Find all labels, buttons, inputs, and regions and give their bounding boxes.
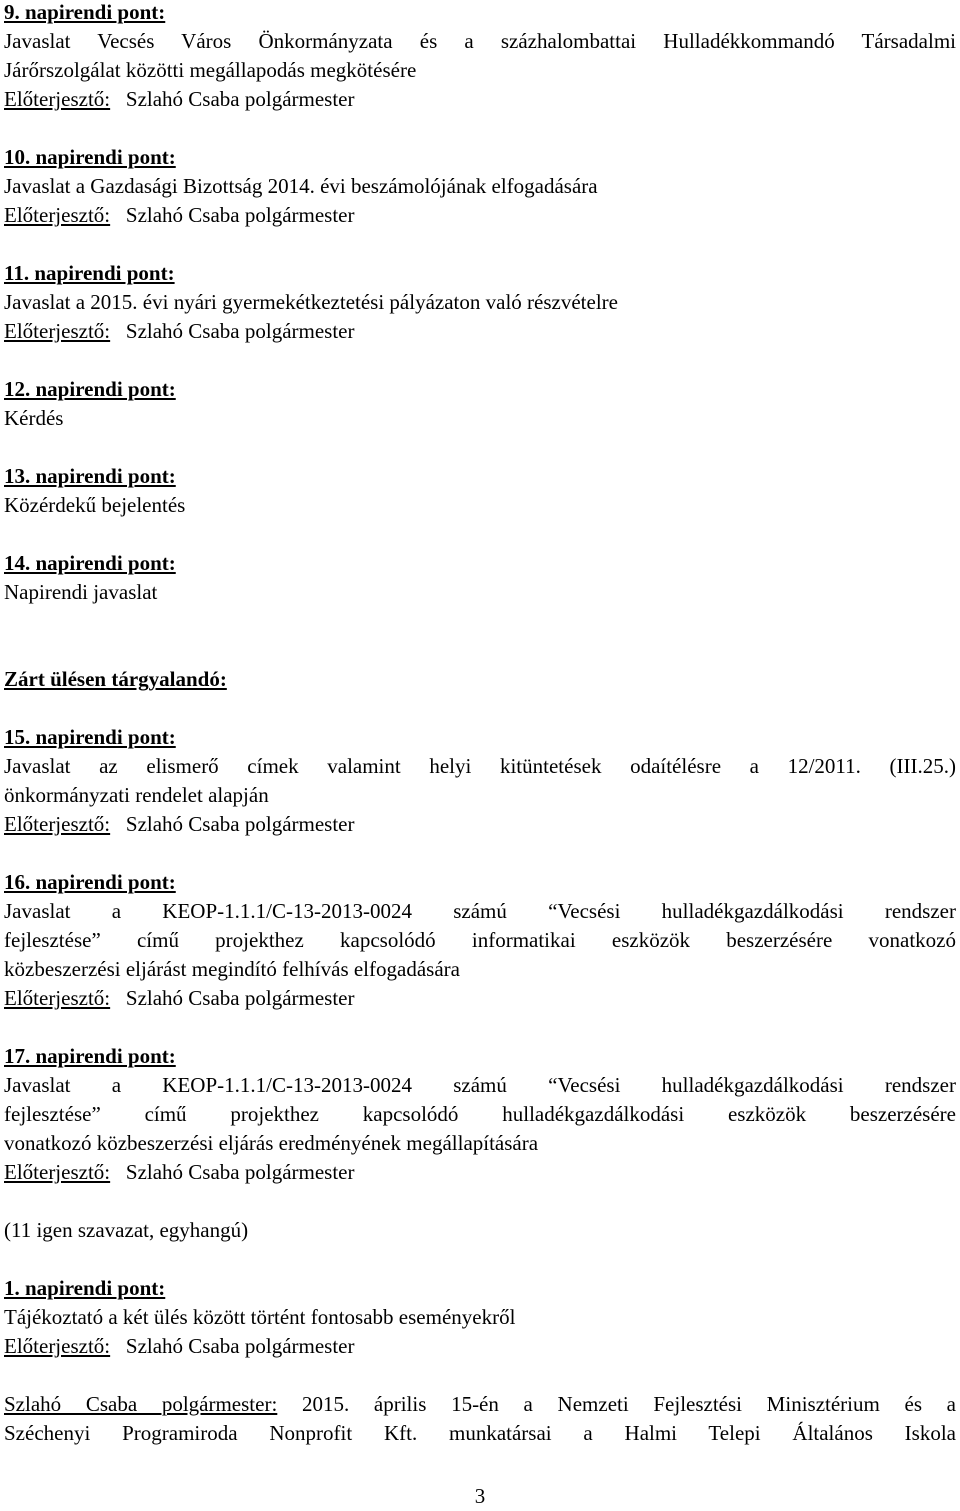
agenda-heading: 13. napirendi pont: xyxy=(4,464,176,488)
agenda-title-line: közbeszerzési eljárást megindító felhívás elfogadására xyxy=(4,957,460,981)
agenda-title-line: Javaslat a Gazdasági Bizottság 2014. évi beszámolójának elfogadására xyxy=(4,174,598,198)
speech-line: Széchenyi Programiroda Nonprofit Kft. munkatársai a Halmi Telepi Általános Iskola xyxy=(4,1421,956,1445)
agenda-title-line: Javaslat az elismerő címek valamint helyi kitüntetések odaítélésre a 12/2011. (III.25.) xyxy=(4,754,956,778)
agenda-title-line: Közérdekű bejelentés xyxy=(4,493,186,517)
page-number: 3 xyxy=(474,1484,486,1508)
agenda-heading: 16. napirendi pont: xyxy=(4,870,176,894)
speech-paragraph xyxy=(4,1390,956,1448)
presenter-line xyxy=(4,201,956,230)
presenter-name: Szlahó Csaba polgármester xyxy=(125,203,355,227)
agenda-title-line: Járőrszolgálat közötti megállapodás megkötésére xyxy=(4,58,417,82)
presenter-label: Előterjesztő: xyxy=(4,986,111,1010)
presenter-line xyxy=(4,1332,956,1361)
agenda-title-line: fejlesztése” című projekthez kapcsolódó informatikai eszközök beszerzésére vonatkozó xyxy=(4,928,956,952)
presenter-name: Szlahó Csaba polgármester xyxy=(125,1334,355,1358)
agenda-title-line: Javaslat a KEOP-1.1.1/C-13-2013-0024 számú “Vecsési hulladékgazdálkodási rendszer xyxy=(4,1073,956,1097)
agenda-heading: 11. napirendi pont: xyxy=(4,261,175,285)
presenter-label: Előterjesztő: xyxy=(4,87,111,111)
agenda-item-15 xyxy=(4,723,956,839)
presenter-line xyxy=(4,317,956,346)
agenda-title-line: Javaslat Vecsés Város Önkormányzata és a százhalombattai Hulladékkommandó Társadalmi xyxy=(4,29,956,53)
vote-result: (11 igen szavazat, egyhangú) xyxy=(4,1218,249,1242)
speaker-name: Szlahó Csaba polgármester: xyxy=(4,1392,278,1416)
presenter-name: Szlahó Csaba polgármester xyxy=(125,812,355,836)
agenda-heading: 12. napirendi pont: xyxy=(4,377,176,401)
agenda-heading: 9. napirendi pont: xyxy=(4,0,166,24)
agenda-item-13 xyxy=(4,462,956,520)
agenda-item-12 xyxy=(4,375,956,433)
agenda-heading: 10. napirendi pont: xyxy=(4,145,176,169)
presenter-line xyxy=(4,810,956,839)
agenda-title-line: fejlesztése” című projekthez kapcsolódó hulladékgazdálkodási eszközök beszerzésére xyxy=(4,1102,956,1126)
presenter-label: Előterjesztő: xyxy=(4,1160,111,1184)
agenda-heading: 1. napirendi pont: xyxy=(4,1276,166,1300)
presenter-line xyxy=(4,85,956,114)
presenter-name: Szlahó Csaba polgármester xyxy=(125,986,355,1010)
presenter-name: Szlahó Csaba polgármester xyxy=(125,1160,355,1184)
agenda-item-17 xyxy=(4,1042,956,1187)
presenter-label: Előterjesztő: xyxy=(4,203,111,227)
presenter-line xyxy=(4,984,956,1013)
presenter-name: Szlahó Csaba polgármester xyxy=(125,87,355,111)
agenda-heading: 17. napirendi pont: xyxy=(4,1044,176,1068)
presenter-label: Előterjesztő: xyxy=(4,1334,111,1358)
agenda-heading: 15. napirendi pont: xyxy=(4,725,176,749)
speech-text: 2015. április 15-én a Nemzeti Fejlesztési Minisztérium és a xyxy=(277,1392,956,1416)
agenda-title-line: önkormányzati rendelet alapján xyxy=(4,783,269,807)
agenda-title-line: Javaslat a 2015. évi nyári gyermekétkeztetési pályázaton való részvételre xyxy=(4,290,618,314)
speech-line xyxy=(4,1390,956,1419)
agenda-item-9 xyxy=(4,0,956,114)
presenter-label: Előterjesztő: xyxy=(4,319,111,343)
agenda-title-line: vonatkozó közbeszerzési eljárás eredményének megállapítására xyxy=(4,1131,539,1155)
agenda-item-11 xyxy=(4,259,956,346)
presenter-label: Előterjesztő: xyxy=(4,812,111,836)
agenda-title-line: Tájékoztató a két ülés között történt fontosabb eseményekről xyxy=(4,1305,516,1329)
agenda-title-line: Kérdés xyxy=(4,406,64,430)
agenda-title-line: Javaslat a KEOP-1.1.1/C-13-2013-0024 számú “Vecsési hulladékgazdálkodási rendszer xyxy=(4,899,956,923)
presenter-line xyxy=(4,1158,956,1187)
agenda-title-line: Napirendi javaslat xyxy=(4,580,158,604)
presenter-name: Szlahó Csaba polgármester xyxy=(125,319,355,343)
agenda-item-10 xyxy=(4,143,956,230)
agenda-heading: 14. napirendi pont: xyxy=(4,551,176,575)
closed-session-heading: Zárt ülésen tárgyalandó: xyxy=(4,667,227,691)
agenda-item-16 xyxy=(4,868,956,1013)
agenda-item-1 xyxy=(4,1274,956,1361)
agenda-item-14 xyxy=(4,549,956,607)
